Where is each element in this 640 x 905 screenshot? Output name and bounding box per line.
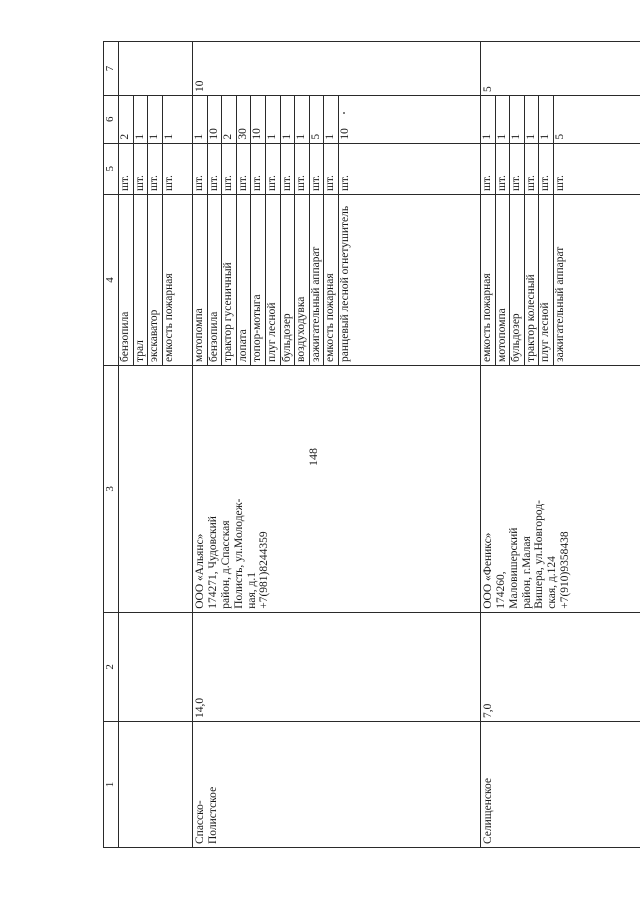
rotated-sheet	[103, 41, 640, 848]
unit-item: шт.	[295, 144, 310, 194]
count-item: 1	[510, 96, 525, 143]
count-cell	[480, 96, 640, 144]
equipment-item: бензопила	[119, 195, 134, 365]
count-item: 5	[553, 133, 566, 140]
table-row-selishchenskoe	[480, 42, 640, 848]
org-line: район, д.Спасская	[219, 520, 232, 609]
equipment-item: емкость пожарная	[162, 273, 175, 362]
count-item: 2	[119, 96, 134, 143]
settlement-cell	[119, 722, 193, 848]
unit-item: шт.	[310, 144, 325, 194]
unit-item: шт.	[338, 175, 351, 191]
equipment-item: топор-мотыга	[251, 195, 266, 365]
count-cell	[193, 96, 481, 144]
unit-item: шт.	[237, 144, 252, 194]
column-number-row	[104, 42, 119, 848]
equipment-item: трактор колесный	[525, 195, 540, 365]
equipment-item: лопата	[237, 195, 252, 365]
count-item: 5	[310, 96, 325, 143]
org-cell	[119, 365, 193, 612]
org-line: район, г.Малая	[520, 536, 533, 609]
org-cell	[480, 365, 640, 612]
people-cell: 10	[193, 42, 481, 96]
table-row-spassko-polistskoe	[193, 42, 481, 848]
column-number: 6	[104, 96, 119, 144]
unit-item: шт.	[481, 144, 496, 194]
unit-item: шт.	[222, 144, 237, 194]
count-item: 1	[295, 96, 310, 143]
equipment-item: плуг лесной	[266, 195, 281, 365]
count-item: 1	[324, 96, 339, 143]
column-number: 1	[104, 722, 119, 848]
count-cell	[119, 96, 193, 144]
unit-item: шт.	[281, 144, 296, 194]
org-line: ная, д.1	[245, 571, 258, 609]
count-item: 30	[237, 96, 252, 143]
org-line: +7(981)8244359	[258, 531, 271, 609]
equipment-item: бензопила	[208, 195, 223, 365]
equipment-item: зажигательный аппарат	[310, 195, 325, 365]
unit-cell	[193, 143, 481, 194]
column-number: 5	[104, 143, 119, 194]
count-item: 1	[496, 96, 511, 143]
count-item: 1	[162, 133, 175, 140]
unit-item: шт.	[208, 144, 223, 194]
org-line: Вишера, ул.Новгород-	[533, 500, 546, 609]
count-item: 10	[251, 96, 266, 143]
org-line: 174271, Чудовский	[206, 516, 219, 609]
settlement-cell	[480, 722, 640, 848]
equipment-item: воздуходувка	[295, 195, 310, 365]
org-line: Полисть, ул.Молодеж-	[232, 498, 245, 609]
settlement-cell	[193, 722, 481, 848]
column-number: 3	[104, 365, 119, 612]
unit-item: шт.	[119, 144, 134, 194]
settlement-line: Полистское	[206, 786, 219, 844]
count-item: 1	[193, 96, 208, 143]
column-number: 2	[104, 612, 119, 721]
org-line: ООО «Феникс»	[481, 532, 494, 609]
count-item: 1	[539, 96, 554, 143]
equipment-item: плуг лесной	[539, 195, 554, 365]
unit-item: шт.	[148, 144, 163, 194]
page-number: 148	[306, 448, 320, 466]
equipment-item: зажигательный аппарат	[553, 246, 566, 362]
org-cell	[193, 365, 481, 612]
org-line: ская, д.124	[546, 556, 559, 609]
table-row-top-continuation	[119, 42, 193, 848]
area-cell: 7,0	[480, 612, 640, 721]
people-cell: 5	[480, 42, 640, 96]
area-cell: 14,0	[193, 612, 481, 721]
count-item: 1	[134, 96, 149, 143]
unit-item: шт.	[324, 144, 339, 194]
equipment-registry-table	[103, 41, 640, 848]
count-item: 1	[525, 96, 540, 143]
equipment-item: экскаватор	[148, 195, 163, 365]
unit-item: шт.	[539, 144, 554, 194]
equipment-item: мотопомпа	[193, 195, 208, 365]
equipment-item: бульдозер	[510, 195, 525, 365]
org-line: ООО «Альянс»	[194, 533, 206, 609]
unit-item: шт.	[134, 144, 149, 194]
equipment-item: ранцевый лесной огнетушитель	[338, 205, 351, 362]
unit-item: шт.	[162, 175, 175, 191]
equipment-item: трактор гусеничный	[222, 195, 237, 365]
equipment-item: емкость пожарная	[324, 195, 339, 365]
unit-item: шт.	[251, 144, 266, 194]
unit-item: шт.	[193, 144, 208, 194]
equipment-item: бульдозер	[281, 195, 296, 365]
unit-item: шт.	[553, 175, 566, 191]
org-line: Маловишерский	[507, 527, 520, 609]
count-item: 10	[208, 96, 223, 143]
column-number: 4	[104, 194, 119, 365]
settlement-line: Спасско-	[194, 800, 206, 844]
equipment-item: емкость пожарная	[481, 195, 496, 365]
count-item: 2	[222, 96, 237, 143]
equipment-cell	[480, 194, 640, 365]
count-item: 1	[281, 96, 296, 143]
count-item: 1	[148, 96, 163, 143]
unit-item: шт.	[510, 144, 525, 194]
area-cell	[119, 612, 193, 721]
column-number: 7	[104, 42, 119, 96]
equipment-cell	[119, 194, 193, 365]
unit-cell	[480, 143, 640, 194]
unit-item: шт.	[266, 144, 281, 194]
settlement-line: Селищенское	[481, 777, 494, 844]
equipment-item: мотопомпа	[496, 195, 511, 365]
org-line: +7(910)9358438	[559, 531, 572, 609]
count-item: 10	[338, 128, 351, 140]
unit-cell	[119, 143, 193, 194]
unit-item: шт.	[525, 144, 540, 194]
equipment-cell	[193, 194, 481, 365]
count-item: 1	[481, 96, 496, 143]
people-cell	[119, 42, 193, 96]
equipment-item: трал	[134, 195, 149, 365]
unit-item: шт.	[496, 144, 511, 194]
count-item: 1	[266, 96, 281, 143]
org-line: 174260,	[494, 571, 507, 609]
